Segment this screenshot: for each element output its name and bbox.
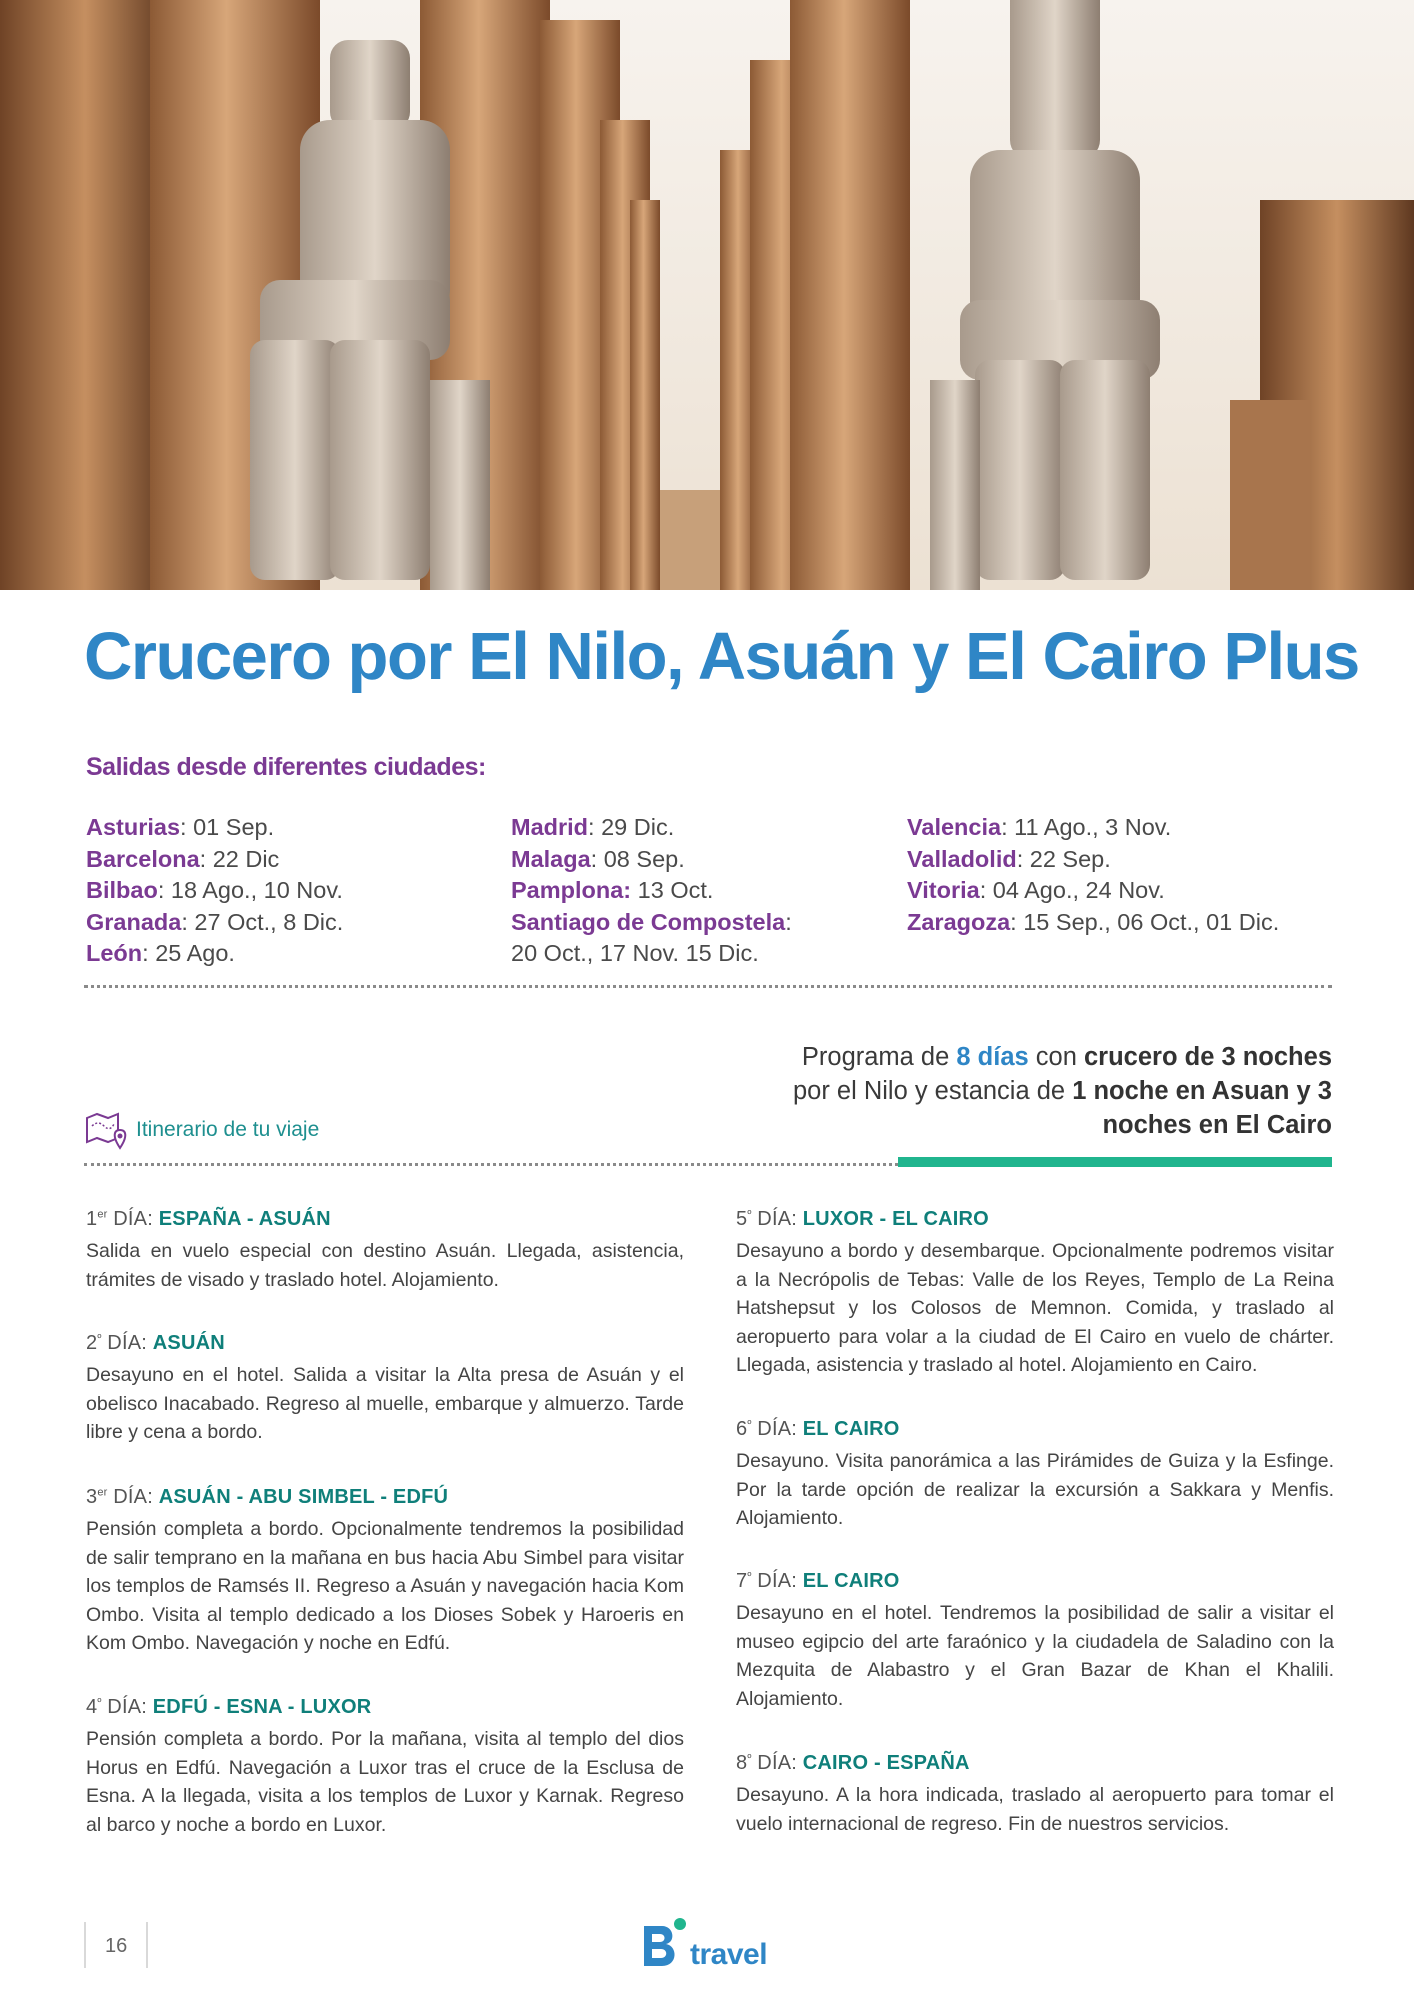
day-1 [86, 1208, 684, 1294]
btravel-logo [640, 1916, 767, 1972]
day-num: 1 [86, 1208, 98, 1230]
day-route: ESPAÑA - ASUÁN [158, 1208, 331, 1230]
hero-illustration [0, 0, 1414, 590]
day-num: 5 [736, 1208, 748, 1230]
program-text: con [1028, 1043, 1084, 1071]
day-route: LUXOR - EL CAIRO [802, 1208, 989, 1230]
day-number [736, 1752, 803, 1774]
page-number: 16 [105, 1935, 128, 1957]
departure-row [907, 844, 1279, 876]
day-ordinal: er [97, 1486, 108, 1499]
departure-dates: 13 Oct. [631, 877, 714, 903]
footer-divider [146, 1922, 148, 1968]
departure-dates: 20 Oct., 17 Nov. 15 Dic. [511, 940, 759, 966]
departure-row [511, 812, 792, 844]
departure-city: Valencia [907, 814, 1002, 840]
departure-city: Granada [86, 908, 182, 935]
b-logo-icon [640, 1916, 688, 1972]
map-pin-icon [84, 1108, 130, 1152]
footer-divider [84, 1922, 86, 1968]
day-route: EL CAIRO [802, 1418, 900, 1440]
day-number [86, 1332, 153, 1354]
day-num: 6 [736, 1418, 748, 1440]
day-description: Desayuno en el hotel. Salida a visitar la Alta presa de Asuán y el obelisco Inacabado. Regreso al muelle, embarque y almuerzo. Tarde libre y cena a bordo. [86, 1364, 684, 1443]
day-number [736, 1418, 803, 1440]
dotted-divider [84, 985, 1332, 988]
departure-row [86, 812, 343, 844]
brand-name: travel [690, 1938, 768, 1971]
departure-row [907, 812, 1279, 844]
program-text: por el Nilo y estancia de [792, 1077, 1073, 1105]
program-stay: 1 noche en Asuan y 3 noches en El Cairo [1072, 1077, 1332, 1139]
departures-heading: Salidas desde diferentes ciudades: [86, 753, 486, 781]
departure-row [511, 938, 792, 970]
day-heading [86, 1208, 684, 1231]
departure-dates: : 08 Sep. [590, 845, 685, 872]
departure-city: Santiago de Compostela [511, 908, 786, 935]
departures-column-1 [86, 812, 343, 970]
day-route: ASUÁN - ABU SIMBEL - EDFÚ [158, 1486, 449, 1508]
departure-city: Valladolid [907, 845, 1017, 872]
day-description: Salida en vuelo especial con destino Asuán. Llegada, asistencia, trámites de visado y traslado hotel. Alojamiento. [86, 1240, 684, 1291]
day-num: 7 [736, 1570, 748, 1592]
itinerary-header [84, 1108, 319, 1152]
day-ordinal: º [97, 1696, 102, 1709]
day-label: DÍA: [751, 1418, 803, 1440]
program-summary [772, 1040, 1332, 1142]
day-route: EL CAIRO [802, 1570, 900, 1592]
departure-city: Asturias [86, 814, 181, 840]
departure-row [907, 875, 1279, 907]
day-num: 3 [86, 1486, 98, 1508]
day-description: Desayuno en el hotel. Tendremos la posibilidad de salir a visitar el museo egipcio del arte faraónico y la ciudadela de Saladino con la Mezquita de Alabastro y el Gran Bazar de Khan el Khalili. Alojamiento. [736, 1602, 1334, 1710]
day-label: DÍA: [101, 1332, 153, 1354]
departure-dates: : 04 Ago., 24 Nov. [979, 877, 1165, 903]
departure-dates: : 27 Oct., 8 Dic. [181, 908, 344, 935]
day-heading [86, 1486, 684, 1509]
day-route: CAIRO - ESPAÑA [802, 1752, 970, 1774]
day-heading [736, 1570, 1334, 1593]
day-heading [86, 1332, 684, 1355]
departure-city: Vitoria [907, 877, 980, 903]
day-number [736, 1208, 803, 1230]
day-label: DÍA: [107, 1208, 159, 1230]
departure-dates: : 15 Sep., 06 Oct., 01 Dic. [1010, 908, 1280, 935]
day-4 [86, 1696, 684, 1839]
day-3 [86, 1486, 684, 1658]
day-number [736, 1570, 803, 1592]
day-number [86, 1486, 159, 1508]
departure-row [86, 875, 343, 907]
departure-row [511, 844, 792, 876]
day-5 [736, 1208, 1334, 1380]
day-ordinal: º [747, 1752, 752, 1765]
day-ordinal: º [747, 1570, 752, 1583]
day-description: Desayuno a bordo y desembarque. Opcionalmente podremos visitar a la Necrópolis de Tebas: Valle de los Reyes, Templo de La Reina Hatshepsut y los Colosos de Memnon. Comida, y traslado al aeropuerto para volar a la ciudad de El Cairo en vuelo de chárter. Llegada, asistencia y traslado al hotel. Alojamiento en Cairo. [736, 1240, 1334, 1376]
page-title: Crucero por El Nilo, Asuán y El Cairo Plus [84, 619, 1359, 694]
departure-row [511, 875, 792, 907]
departure-dates: : 01 Sep. [180, 814, 275, 840]
accent-bar [898, 1157, 1332, 1167]
departure-dates: : 22 Sep. [1016, 845, 1111, 872]
departure-city: Pamplona: [511, 877, 632, 903]
departures-column-3 [907, 812, 1279, 938]
itinerary-label: Itinerario de tu viaje [136, 1118, 320, 1141]
dotted-divider [84, 1163, 898, 1166]
program-cruise: crucero de 3 noches [1083, 1043, 1332, 1071]
day-num: 8 [736, 1752, 748, 1774]
day-7 [736, 1570, 1334, 1713]
day-heading [86, 1696, 684, 1719]
departure-city: Bilbao [86, 877, 158, 903]
day-description: Pensión completa a bordo. Opcionalmente tendremos la posibilidad de salir temprano en la mañana en bus hacia Abu Simbel para visitar los templos de Ramsés II. Regreso a Asuán y navegación hacia Kom Ombo. Visita al templo dedicado a los Dioses Sobek y Haroeris en Kom Ombo. Navegación y noche en Edfú. [86, 1518, 684, 1654]
day-description: Desayuno. A la hora indicada, traslado al aeropuerto para tomar el vuelo internacional de regreso. Fin de nuestros servicios. [736, 1784, 1334, 1835]
day-6 [736, 1418, 1334, 1533]
departure-dates: : 25 Ago. [142, 940, 235, 966]
day-heading [736, 1418, 1334, 1441]
departure-city: Zaragoza [907, 908, 1011, 935]
program-text: Programa de [801, 1043, 957, 1071]
hero-photo-luxor-temple [0, 0, 1414, 590]
departure-dates: : 11 Ago., 3 Nov. [1001, 814, 1172, 840]
day-num: 4 [86, 1696, 98, 1718]
day-number [86, 1208, 159, 1230]
day-label: DÍA: [107, 1486, 159, 1508]
day-ordinal: º [747, 1418, 752, 1431]
day-num: 2 [86, 1332, 98, 1354]
departure-row [86, 907, 343, 939]
day-ordinal: º [747, 1208, 752, 1221]
day-heading [736, 1208, 1334, 1231]
departure-city: Barcelona [86, 845, 200, 872]
day-label: DÍA: [101, 1696, 153, 1718]
departure-row [86, 938, 343, 970]
day-label: DÍA: [751, 1208, 803, 1230]
program-days: 8 días [956, 1043, 1029, 1071]
departure-dates: : 18 Ago., 10 Nov. [157, 877, 343, 903]
day-ordinal: º [97, 1332, 102, 1345]
departures-column-2 [511, 812, 792, 970]
departure-dates: : 29 Dic. [588, 814, 675, 840]
day-route: EDFÚ - ESNA - LUXOR [152, 1696, 372, 1718]
departure-city: León [86, 940, 143, 966]
day-number [86, 1696, 153, 1718]
day-heading [736, 1752, 1334, 1775]
departure-dates: : 22 Dic [199, 845, 280, 872]
day-8 [736, 1752, 1334, 1838]
day-ordinal: er [97, 1208, 108, 1221]
day-description: Desayuno. Visita panorámica a las Pirámides de Guiza y la Esfinge. Por la tarde opción de realizar la excursión a Sakkara y Menfis. Alojamiento. [736, 1450, 1334, 1529]
departure-dates: : [785, 908, 792, 935]
day-label: DÍA: [751, 1570, 803, 1592]
departure-row [907, 907, 1279, 939]
day-label: DÍA: [751, 1752, 803, 1774]
departure-city: Madrid [511, 814, 589, 840]
day-2 [86, 1332, 684, 1447]
departure-city: Malaga [511, 845, 591, 872]
departure-row [511, 907, 792, 939]
day-description: Pensión completa a bordo. Por la mañana, visita al templo del dios Horus en Edfú. Navegación a Luxor tras el cruce de la Esclusa de Esna. A la llegada, visita a los templos de Luxor y Karnak. Regreso al barco y noche a bordo en Luxor. [86, 1728, 684, 1836]
departure-row [86, 844, 343, 876]
day-route: ASUÁN [152, 1332, 225, 1354]
